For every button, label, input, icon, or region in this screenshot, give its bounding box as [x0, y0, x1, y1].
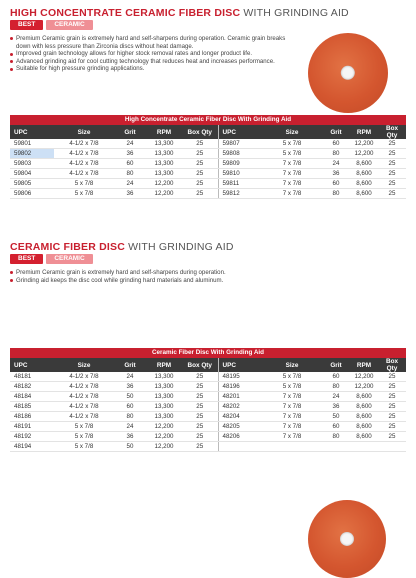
title-light: WITH GRINDING AID: [243, 7, 349, 19]
badge-best: BEST: [10, 20, 43, 30]
cell-box-qty: 25: [378, 392, 406, 402]
column-header-size: Size: [262, 125, 322, 139]
title-bold: CERAMIC FIBER DISC: [10, 241, 126, 253]
cell-grit: 36: [114, 382, 146, 392]
cell-grit: 50: [114, 442, 146, 452]
table-row: [10, 189, 406, 199]
column-header-size: Size: [54, 125, 114, 139]
cell-rpm: 8,600: [350, 392, 378, 402]
cell-grit: 24: [114, 372, 146, 382]
cell-box-qty: 25: [378, 159, 406, 169]
cell-size: 5 x 7/8: [54, 442, 114, 452]
feature-item: Grinding aid keeps the disc cool while grinding hard materials and aluminum.: [10, 277, 300, 285]
cell-upc: 48184: [10, 392, 54, 402]
feature-item: Premium Ceramic grain is extremely hard and self-sharpens during operation. Ceramic grain breaks down with less pressure than Zirconia discs without heat damage.: [10, 35, 300, 50]
table-row: [10, 422, 406, 432]
cell-size: 7 x 7/8: [262, 392, 322, 402]
column-header-grit: Grit: [322, 358, 350, 372]
cell-upc: 48192: [10, 432, 54, 442]
cell-upc: 59805: [10, 179, 54, 189]
product-table: [10, 358, 406, 452]
cell-upc: 59803: [10, 159, 54, 169]
feature-list: [10, 35, 300, 73]
cell-rpm: 12,200: [146, 179, 182, 189]
cell-size: 7 x 7/8: [262, 189, 322, 199]
cell-upc: 59804: [10, 169, 54, 179]
cell-box-qty: 25: [378, 372, 406, 382]
fiber-disc-image: [308, 33, 388, 113]
cell-grit: 60: [322, 179, 350, 189]
cell-rpm: 12,200: [350, 139, 378, 149]
cell-upc: 48181: [10, 372, 54, 382]
column-header-upc: UPC: [10, 358, 54, 372]
cell-size: 4-1/2 x 7/8: [54, 169, 114, 179]
cell-rpm: 13,300: [146, 149, 182, 159]
cell-upc: 48185: [10, 402, 54, 412]
cell-size: 4-1/2 x 7/8: [54, 412, 114, 422]
table-row: [10, 169, 406, 179]
cell-rpm: 12,200: [350, 382, 378, 392]
cell-upc: 59808: [218, 149, 262, 159]
table-header-row: [10, 125, 406, 139]
cell-box-qty: 25: [378, 402, 406, 412]
cell-rpm: 8,600: [350, 159, 378, 169]
cell-size: 5 x 7/8: [54, 179, 114, 189]
cell-size: 4-1/2 x 7/8: [54, 149, 114, 159]
cell-upc: 48205: [218, 422, 262, 432]
cell-box-qty: 25: [182, 392, 218, 402]
cell-upc: 59802: [10, 149, 54, 159]
cell-rpm: 8,600: [350, 402, 378, 412]
cell-box-qty: 25: [378, 139, 406, 149]
table-caption: High Concentrate Ceramic Fiber Disc With Grinding Aid: [10, 115, 406, 125]
column-header-size: Size: [54, 358, 114, 372]
table-row: [10, 382, 406, 392]
table-row: [10, 432, 406, 442]
cell-size: 5 x 7/8: [54, 189, 114, 199]
cell-size: 4-1/2 x 7/8: [54, 372, 114, 382]
column-header-upc: UPC: [10, 125, 54, 139]
column-header-grit: Grit: [322, 125, 350, 139]
cell-box-qty: 25: [182, 442, 218, 452]
cell-grit: 36: [114, 149, 146, 159]
cell-grit: 60: [322, 372, 350, 382]
cell-size: 5 x 7/8: [54, 422, 114, 432]
cell-grit: 80: [322, 149, 350, 159]
cell-rpm: 13,300: [146, 159, 182, 169]
cell-upc: 48186: [10, 412, 54, 422]
cell-grit: 36: [322, 402, 350, 412]
feature-item: Suitable for high pressure grinding applications.: [10, 65, 300, 73]
table-caption: Ceramic Fiber Disc With Grinding Aid: [10, 348, 406, 358]
table-row: [10, 442, 406, 452]
cell-box-qty: 25: [182, 382, 218, 392]
column-header-grit: Grit: [114, 358, 146, 372]
cell-box-qty: 25: [182, 422, 218, 432]
cell-rpm: 13,300: [146, 382, 182, 392]
table-row: [10, 179, 406, 189]
cell-grit: 24: [114, 179, 146, 189]
cell-box-qty: 25: [182, 412, 218, 422]
cell-box-qty: 25: [182, 189, 218, 199]
cell-grit: 80: [114, 169, 146, 179]
cell-grit: 36: [322, 169, 350, 179]
cell-box-qty: 25: [378, 179, 406, 189]
section-title: [10, 241, 234, 253]
cell-box-qty: 25: [378, 149, 406, 159]
cell-size: 4-1/2 x 7/8: [54, 392, 114, 402]
cell-rpm: 12,200: [146, 422, 182, 432]
cell-upc: 59812: [218, 189, 262, 199]
cell-grit: 50: [114, 392, 146, 402]
cell-upc: 48201: [218, 392, 262, 402]
column-header-rpm: RPM: [350, 125, 378, 139]
cell-upc: 59809: [218, 159, 262, 169]
cell-rpm: 8,600: [350, 169, 378, 179]
feature-item: Premium Ceramic grain is extremely hard and self-sharpens during operation.: [10, 269, 300, 277]
cell-upc: 59806: [10, 189, 54, 199]
cell-box-qty: 25: [378, 412, 406, 422]
cell-size: 5 x 7/8: [262, 149, 322, 159]
cell-upc: 48204: [218, 412, 262, 422]
cell-rpm: 12,200: [350, 372, 378, 382]
cell-upc: 48195: [218, 372, 262, 382]
cell-grit: 24: [322, 159, 350, 169]
cell-box-qty: 25: [182, 179, 218, 189]
cell-grit: 60: [322, 422, 350, 432]
badge-ceramic: CERAMIC: [46, 20, 92, 30]
cell-grit: 80: [114, 412, 146, 422]
column-header-box-qty: Box Qty: [378, 125, 406, 139]
cell-size: 4-1/2 x 7/8: [54, 139, 114, 149]
cell-size: 4-1/2 x 7/8: [54, 382, 114, 392]
cell-box-qty: 25: [182, 139, 218, 149]
cell-rpm: 13,300: [146, 412, 182, 422]
cell-size: 7 x 7/8: [262, 422, 322, 432]
cell-rpm: 8,600: [350, 432, 378, 442]
cell-grit: 24: [322, 392, 350, 402]
column-header-rpm: RPM: [146, 125, 182, 139]
cell-size: 5 x 7/8: [262, 139, 322, 149]
title-bold: HIGH CONCENTRATE CERAMIC FIBER DISC: [10, 7, 241, 19]
cell-rpm: 13,300: [146, 402, 182, 412]
section-title: [10, 7, 349, 19]
cell-grit: [322, 442, 350, 452]
column-header-rpm: RPM: [350, 358, 378, 372]
cell-rpm: 12,200: [350, 149, 378, 159]
cell-box-qty: 25: [182, 159, 218, 169]
cell-box-qty: 25: [378, 382, 406, 392]
cell-size: 5 x 7/8: [54, 432, 114, 442]
cell-rpm: 12,200: [146, 189, 182, 199]
cell-rpm: 13,300: [146, 169, 182, 179]
cell-rpm: 8,600: [350, 422, 378, 432]
cell-grit: 36: [114, 432, 146, 442]
column-header-size: Size: [262, 358, 322, 372]
table-row: [10, 372, 406, 382]
table-row: [10, 149, 406, 159]
cell-rpm: 12,200: [146, 432, 182, 442]
cell-box-qty: 25: [378, 422, 406, 432]
cell-size: 5 x 7/8: [262, 382, 322, 392]
product-table: [10, 125, 406, 199]
cell-size: 7 x 7/8: [262, 179, 322, 189]
cell-upc: [218, 442, 262, 452]
cell-size: 7 x 7/8: [262, 412, 322, 422]
fiber-disc-image: [308, 500, 386, 578]
cell-box-qty: 25: [378, 189, 406, 199]
cell-size: 7 x 7/8: [262, 159, 322, 169]
cell-box-qty: 25: [378, 169, 406, 179]
cell-grit: 80: [322, 432, 350, 442]
cell-box-qty: 25: [182, 149, 218, 159]
column-header-box-qty: Box Qty: [182, 358, 218, 372]
badge-row: [10, 254, 93, 264]
column-header-rpm: RPM: [146, 358, 182, 372]
cell-rpm: 13,300: [146, 392, 182, 402]
cell-upc: 59810: [218, 169, 262, 179]
cell-upc: 48191: [10, 422, 54, 432]
cell-grit: 60: [114, 159, 146, 169]
badge-best: BEST: [10, 254, 43, 264]
cell-rpm: 8,600: [350, 412, 378, 422]
title-light: WITH GRINDING AID: [128, 241, 234, 253]
cell-box-qty: 25: [182, 169, 218, 179]
column-header-grit: Grit: [114, 125, 146, 139]
cell-grit: 60: [322, 139, 350, 149]
cell-upc: 59801: [10, 139, 54, 149]
cell-rpm: [350, 442, 378, 452]
cell-grit: 80: [322, 189, 350, 199]
table-row: [10, 402, 406, 412]
cell-box-qty: 25: [378, 432, 406, 442]
disc-center-hole: [340, 532, 354, 546]
cell-rpm: 8,600: [350, 179, 378, 189]
cell-grit: 80: [322, 382, 350, 392]
cell-size: 7 x 7/8: [262, 169, 322, 179]
cell-rpm: 13,300: [146, 139, 182, 149]
cell-box-qty: [378, 442, 406, 452]
cell-grit: 60: [114, 402, 146, 412]
table-row: [10, 392, 406, 402]
feature-list: [10, 269, 300, 284]
cell-box-qty: 25: [182, 372, 218, 382]
table-row: [10, 139, 406, 149]
cell-box-qty: 25: [182, 402, 218, 412]
column-header-box-qty: Box Qty: [378, 358, 406, 372]
badge-ceramic: CERAMIC: [46, 254, 92, 264]
cell-upc: 48206: [218, 432, 262, 442]
cell-upc: 48194: [10, 442, 54, 452]
cell-box-qty: 25: [182, 432, 218, 442]
cell-rpm: 13,300: [146, 372, 182, 382]
disc-center-hole: [341, 66, 355, 80]
cell-upc: 59807: [218, 139, 262, 149]
cell-grit: 36: [114, 189, 146, 199]
cell-size: 4-1/2 x 7/8: [54, 159, 114, 169]
badge-row: [10, 20, 93, 30]
column-header-upc: UPC: [218, 358, 262, 372]
feature-item: Improved grain technology allows for higher stock removal rates and longer product life.: [10, 50, 300, 58]
column-header-upc: UPC: [218, 125, 262, 139]
cell-upc: 59811: [218, 179, 262, 189]
cell-size: 4-1/2 x 7/8: [54, 402, 114, 412]
cell-grit: 24: [114, 422, 146, 432]
cell-size: [262, 442, 322, 452]
cell-upc: 48202: [218, 402, 262, 412]
feature-item: Advanced grinding aid for cool cutting technology that reduces heat and increases performance.: [10, 58, 300, 66]
table-row: [10, 412, 406, 422]
cell-upc: 48196: [218, 382, 262, 392]
cell-rpm: 8,600: [350, 189, 378, 199]
cell-grit: 24: [114, 139, 146, 149]
cell-grit: 50: [322, 412, 350, 422]
cell-size: 7 x 7/8: [262, 432, 322, 442]
column-header-box-qty: Box Qty: [182, 125, 218, 139]
cell-rpm: 12,200: [146, 442, 182, 452]
cell-size: 5 x 7/8: [262, 372, 322, 382]
cell-upc: 48182: [10, 382, 54, 392]
table-row: [10, 159, 406, 169]
table-header-row: [10, 358, 406, 372]
cell-size: 7 x 7/8: [262, 402, 322, 412]
